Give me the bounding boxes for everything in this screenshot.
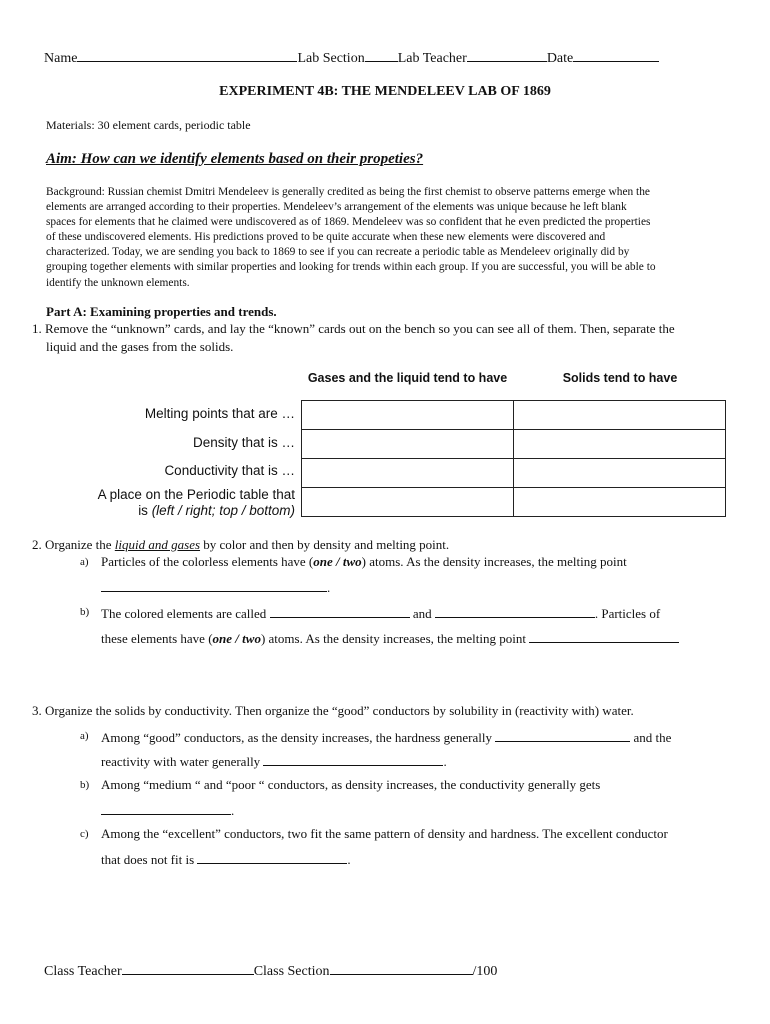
q2b-answer-field-3[interactable] bbox=[529, 629, 679, 643]
part-a-heading: Part A: Examining properties and trends. bbox=[46, 304, 277, 319]
row-label-density: Density that is … bbox=[192, 435, 295, 450]
q3a-text bbox=[101, 728, 671, 746]
q3b-answer-field[interactable] bbox=[101, 801, 231, 815]
q2b-and: and bbox=[412, 606, 432, 621]
background-line: elements are arranged according to their properties. Mendeleev’s arrangement of the elements was unique because he left blank bbox=[46, 201, 627, 214]
q3c-line2: that does not fit is . bbox=[101, 852, 351, 867]
q2a-part2: ) atoms. As the density increases, the melting point bbox=[361, 554, 627, 569]
name-field[interactable] bbox=[77, 48, 297, 62]
q3a-line2-text: reactivity with water generally bbox=[101, 754, 261, 769]
table-row bbox=[302, 488, 726, 517]
q3a-part1: Among “good” conductors, as the density increases, the hardness generally bbox=[101, 730, 492, 745]
q3c-answer-field[interactable] bbox=[197, 850, 347, 864]
class-section-field[interactable] bbox=[330, 961, 473, 975]
score-label: /100 bbox=[472, 964, 498, 979]
question-2 bbox=[32, 537, 449, 553]
aim-heading: Aim: How can we identify elements based on their propeties? bbox=[46, 151, 424, 167]
q3c-text: Among the “excellent” conductors, two fit the same pattern of density and hardness. The excellent conductor bbox=[101, 826, 668, 841]
q3a-and: and the bbox=[633, 730, 672, 745]
background-line: grouping together elements with similar properties and looking for trends within each group. If you are successful, you will be able to bbox=[46, 261, 656, 274]
answer-cell[interactable] bbox=[514, 401, 726, 430]
background-line: spaces for elements that he claimed were undiscovered as of 1869. Mendeleev was so confident that he even predicted the properties bbox=[46, 216, 651, 229]
properties-table bbox=[301, 400, 726, 517]
row-label-periodic-options bbox=[138, 503, 295, 518]
q2b-answer-field-1[interactable] bbox=[270, 604, 410, 618]
q2b-line2-part2: ) atoms. As the density increases, the melting point bbox=[260, 631, 526, 646]
class-teacher-label: Class Teacher bbox=[44, 964, 122, 979]
answer-cell[interactable] bbox=[302, 401, 514, 430]
q2a-answer: . bbox=[101, 578, 330, 597]
row-label-periodic-place: A place on the Periodic table that bbox=[97, 487, 295, 502]
q3a-label: a) bbox=[80, 730, 89, 742]
q2b-choice: one / two bbox=[212, 631, 261, 646]
q2a-text bbox=[101, 554, 627, 570]
lab-section-label: Lab Section bbox=[297, 51, 365, 66]
q3c-line2-text: that does not fit is bbox=[101, 852, 195, 867]
materials-line: Materials: 30 element cards, periodic table bbox=[46, 118, 251, 132]
column-header-solids: Solids tend to have bbox=[562, 371, 678, 385]
q2b-line2 bbox=[101, 629, 679, 647]
page-title: EXPERIMENT 4B: THE MENDELEEV LAB OF 1869 bbox=[219, 84, 551, 99]
class-teacher-field[interactable] bbox=[122, 961, 254, 975]
background-line: identify the unknown elements. bbox=[46, 276, 190, 289]
row-label-prefix: is bbox=[138, 503, 152, 518]
q2b-part2: . Particles of bbox=[594, 606, 661, 621]
table-row bbox=[302, 459, 726, 488]
date-field[interactable] bbox=[573, 48, 659, 62]
q2b-label: b) bbox=[80, 606, 90, 618]
answer-cell[interactable] bbox=[302, 488, 514, 517]
header-fields bbox=[44, 48, 659, 67]
footer-fields bbox=[44, 961, 497, 980]
q3a-answer-field-2[interactable] bbox=[263, 752, 443, 766]
lab-teacher-field[interactable] bbox=[467, 48, 547, 62]
background-line: Background: Russian chemist Dmitri Mendeleev is generally credited as being the first chemist to observe patterns emerge when the bbox=[46, 186, 650, 198]
column-header-gases-liquid: Gases and the liquid tend to have bbox=[307, 371, 508, 385]
q2a-answer-field[interactable] bbox=[101, 578, 327, 592]
date-label: Date bbox=[546, 51, 574, 66]
q3b-text: Among “medium “ and “poor “ conductors, as density increases, the conductivity generally gets bbox=[101, 777, 601, 792]
q2-liquid-gases: liquid and gases bbox=[114, 537, 201, 552]
answer-cell[interactable] bbox=[302, 459, 514, 488]
q2-suffix: by color and then by density and melting point. bbox=[200, 537, 450, 552]
row-label-melting-points: Melting points that are … bbox=[144, 406, 295, 421]
q2b-part1: The colored elements are called bbox=[101, 606, 267, 621]
lab-teacher-label: Lab Teacher bbox=[397, 51, 467, 66]
q2b-line2-part1: these elements have ( bbox=[101, 631, 213, 646]
answer-cell[interactable] bbox=[514, 459, 726, 488]
q2-prefix: 2. Organize the bbox=[32, 537, 115, 552]
name-label: Name bbox=[44, 51, 78, 66]
question-1-line1: 1. Remove the “unknown” cards, and lay the “known” cards out on the bench so you can see all of them. Then, separate the bbox=[32, 321, 675, 336]
table-row bbox=[302, 430, 726, 459]
question-1-line2: liquid and the gases from the solids. bbox=[46, 339, 234, 354]
position-options: (left / right; top / bottom) bbox=[151, 503, 295, 518]
answer-cell[interactable] bbox=[514, 430, 726, 459]
row-label-conductivity: Conductivity that is … bbox=[164, 463, 295, 478]
q3b-answer: . bbox=[101, 801, 234, 820]
answer-cell[interactable] bbox=[302, 430, 514, 459]
background-line: characterized. Today, we are sending you back to 1869 to see if you can recreate a periodic table as Mendeleev originally did by bbox=[46, 246, 630, 259]
class-section-label: Class Section bbox=[253, 964, 330, 979]
lab-section-field[interactable] bbox=[365, 48, 398, 62]
q3a-line2: reactivity with water generally . bbox=[101, 754, 447, 769]
table-row bbox=[302, 401, 726, 430]
question-3: 3. Organize the solids by conductivity. Then organize the “good” conductors by solubility in (reactivity with) water. bbox=[32, 703, 634, 718]
background-paragraph bbox=[46, 185, 656, 291]
q2a-label: a) bbox=[80, 556, 89, 568]
background-line: of these undiscovered elements. His predictions proved to be quite accurate when these new elements were discovered and bbox=[46, 231, 606, 244]
q3b-label: b) bbox=[80, 779, 90, 791]
q2b-answer-field-2[interactable] bbox=[435, 604, 595, 618]
q3c-label: c) bbox=[80, 828, 89, 840]
q2a-part1: Particles of the colorless elements have ( bbox=[101, 554, 314, 569]
q2b-text bbox=[101, 604, 660, 622]
answer-cell[interactable] bbox=[514, 488, 726, 517]
q2a-choice: one / two bbox=[313, 554, 362, 569]
q3a-answer-field-1[interactable] bbox=[495, 728, 630, 742]
